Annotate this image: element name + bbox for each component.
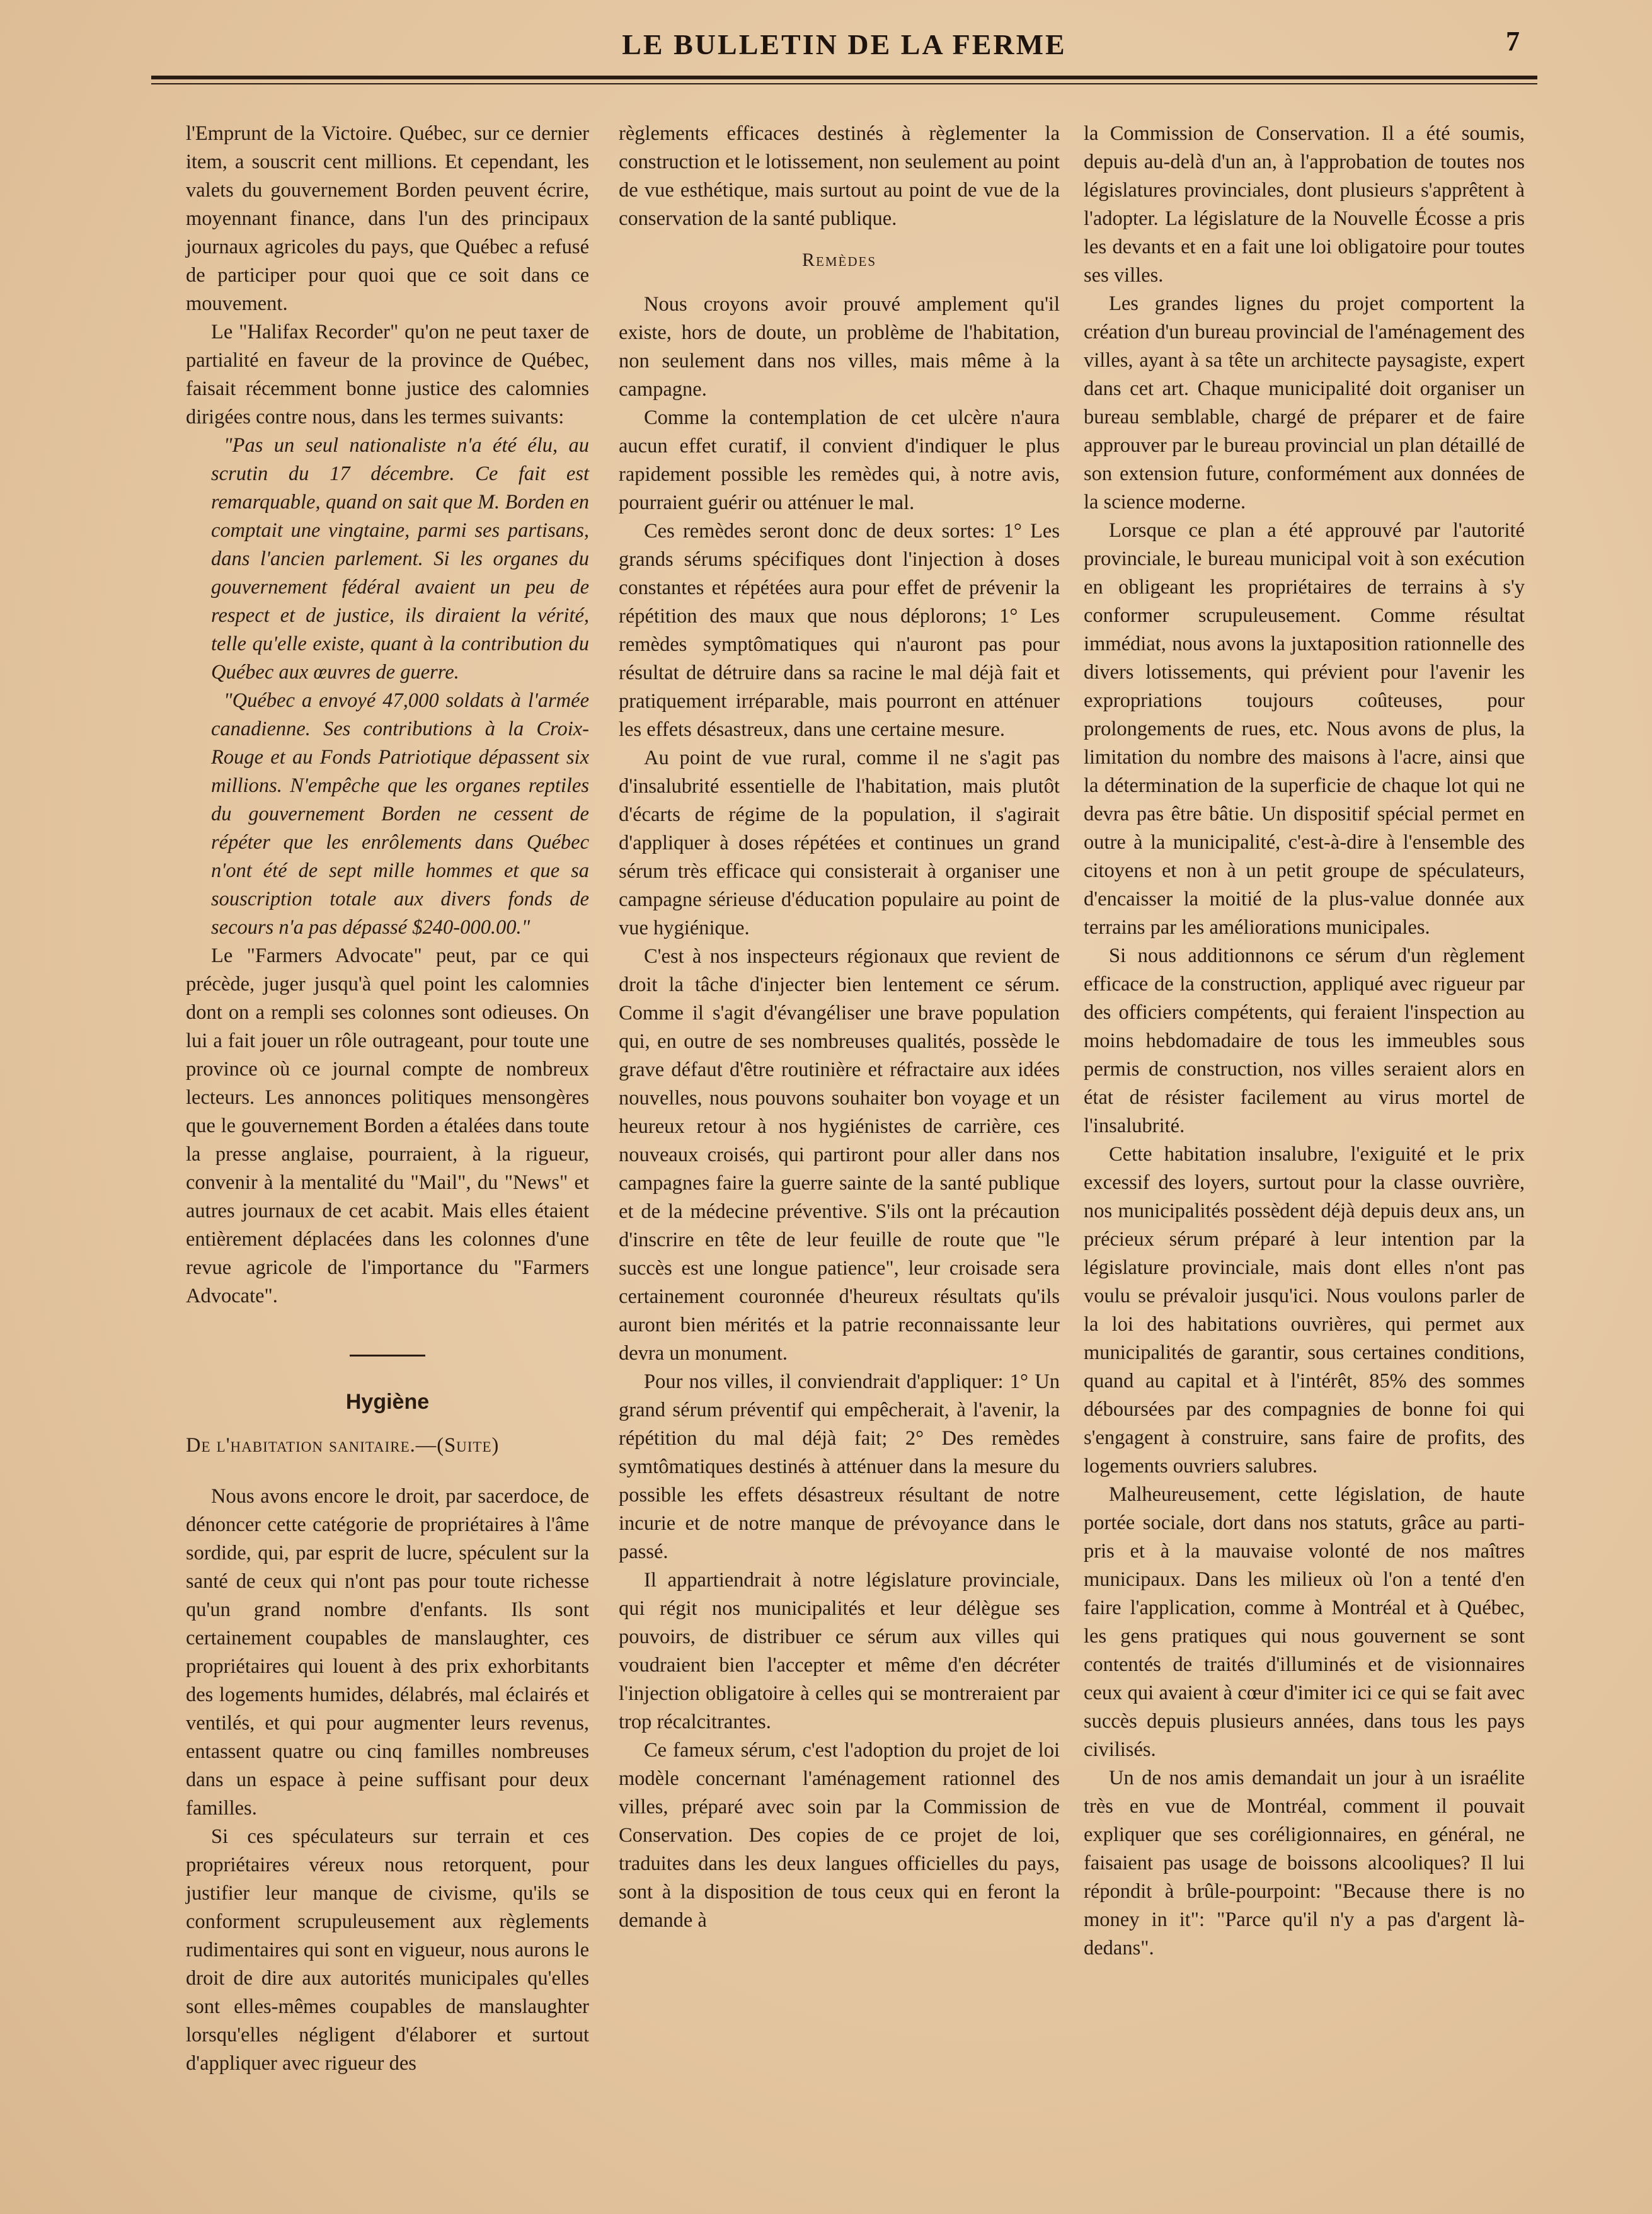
section-heading: Hygiène	[345, 1390, 430, 1414]
paragraph: Si nous additionnons ce sérum d'un règlement efficace de la construction, appliqué avec rigueur par des officiers compétents, qui feraient l'inspection au moins hebdomadaire de tous les immeubles sous permis de construction, nos villes seraient alors en état de résister facilement au virus mortel de l'insalubrité.	[1084, 944, 1525, 1137]
paragraph: Ces remèdes seront donc de deux sortes: 1° Les grands sérums spécifiques dont l'injection à doses constantes et répétées aura pour effet de prévenir la répétition des maux que nous déplorons; 1° Les remèdes symptômatiques qui n'auront pas pour résultat de détruire dans sa racine le mal déjà fait et pratiquement irréparable, mais pourront en atténuer les effets désastreux, dans une certaine mesure.	[619, 520, 1060, 741]
paragraph: Pour nos villes, il conviendrait d'appliquer: 1° Un grand sérum préventif qui empêcherait, à l'avenir, la répétition du mal déjà fait; 2° Des remèdes symtômatiques destinés à atténuer dans la mesure du possible les effets désastreux résultant de notre incurie et de notre manque de prévoyance dans le passé.	[619, 1370, 1060, 1563]
page-number: 7	[1506, 26, 1520, 57]
paragraph: règlements efficaces destinés à règlementer la construction et le lotissement, non seulement au point de vue esthétique, mais surtout au point de vue de la conservation de la santé publique.	[619, 122, 1060, 230]
paragraph: l'Emprunt de la Victoire. Québec, sur ce dernier item, a souscrit cent millions. Et cependant, les valets du gouvernement Borden peuvent écrire, moyennant finance, dans l'un des principaux journaux agricoles du pays, que Québec a refusé de participer pour quoi que ce soit dans ce mouvement.	[186, 122, 589, 315]
column-2	[619, 120, 1060, 1935]
paragraph: Un de nos amis demandait un jour à un israélite très en vue de Montréal, comment il pouvait expliquer que ses coréligionnaires, en général, ne faisaient pas usage de boissons alcooliques? Il lui répondit à brûle-pourpoint: "Because there is no money in it": "Parce qu'il n'y a pas d'argent là-dedans".	[1084, 1767, 1525, 1959]
paragraph: C'est à nos inspecteurs régionaux que revient de droit la tâche d'injecter bien lentement ce sérum. Comme il s'agit d'évangéliser une brave population qui, en outre de ses nombreuses qualités, possède le grave défaut d'être routinière et réfractaire aux idées nouvelles, nous pouvons souhaiter bon voyage et un heureux retour à nos hygiénistes de carrière, ces nouveaux croisés, qui partiront pour aller dans nos campagnes faire la guerre sainte de la santé publique et de la médecine préventive. S'ils ont la précaution d'inscrire en tête de leur feuille de route que "le succès est une longue patience", leur croisade sera certainement couronnée d'heureux résultats qu'ils auront bien mérités et la patrie reconnaissante leur devra un monument.	[619, 945, 1060, 1365]
blockquote	[186, 432, 589, 942]
paragraph: Au point de vue rural, comme il ne s'agit pas d'insalubrité essentielle de l'habitation, mais plutôt d'écarts de régime de la population, il s'agirait d'appliquer à doses répétées et continues un grand sérum très efficace qui consisterait à organiser une campagne sérieuse d'éducation populaire au point de vue hygiénique.	[619, 747, 1060, 939]
paragraph: Cette habitation insalubre, l'exiguité et le prix excessif des loyers, surtout pour la classe ouvrière, nos municipalités possèdent déjà depuis deux ans, un précieux sérum préparé à leur intention par la législature provinciale, mais dont elles n'ont pas voulu se prévaloir jusqu'ici. Nous voulons parler de la loi des habitations ouvrières, qui permet aux municipalités de garantir, sous certaines conditions, quand au capital et à l'intérêt, 85% des sommes déboursées par des compagnies de bonne foi qui s'engagent à construire, sans faire de profits, des logements ouvriers salubres.	[1084, 1143, 1525, 1477]
paragraph: Les grandes lignes du projet comportent la création d'un bureau provincial de l'aménagement des villes, ayant à sa tête un architecte paysagiste, expert dans cet art. Chaque municipalité doit organiser un bureau semblable, chargé de préparer et de faire approuver par le bureau provincial un plan détaillé de son extension future, conformément aux données de la science moderne.	[1084, 292, 1525, 513]
paragraph: Nous avons encore le droit, par sacerdoce, de dénoncer cette catégorie de propriétaires à l'âme sordide, qui, par esprit de lucre, spéculent sur la santé de ceux qui n'ont pas pour toute richesse qu'un grand nombre d'enfants. Ils sont certainement coupables de manslaughter, ces propriétaires qui louent à des prix exhorbitants des logements humides, délabrés, mal éclairés et ventilés, et qui pour augmenter leurs revenus, entassent quatre ou cinq familles nombreuses dans un espace à peine suffisant pour deux familles.	[186, 1485, 589, 1820]
subheading: Remèdes	[801, 250, 876, 270]
paragraph: la Commission de Conservation. Il a été soumis, depuis au-delà d'un an, à l'approbation de toutes nos législatures provinciales, dont plusieurs s'apprêtent à l'adopter. La législature de la Nouvelle Écosse a pris les devants et en a fait une loi obligatoire pour toutes ses villes.	[1084, 122, 1525, 287]
paragraph: Le "Halifax Recorder" qu'on ne peut taxer de partialité en faveur de la province de Québec, faisait récemment bonne justice des calomnies dirigées contre nous, dans les termes suivants:	[186, 321, 589, 428]
header-rule-thin	[151, 83, 1537, 84]
newspaper-title: LE BULLETIN DE LA FERME	[622, 28, 1067, 60]
paragraph: Comme la contemplation de cet ulcère n'aura aucun effet curatif, il convient d'indiquer le plus rapidement possible les remèdes qui, à notre avis, pourraient guérir ou atténuer le mal.	[619, 406, 1060, 514]
paragraph: Si ces spéculateurs sur terrain et ces propriétaires véreux nous retorquent, pour justifier leur manque de civisme, qu'ils se conforment scrupuleusement aux règlements rudimentaires qui sont en vigueur, nous aurons le droit de dire aux autorités municipales qu'elles sont elles-mêmes coupables de manslaughter lorsqu'elles négligent d'élaborer et surtout d'appliquer avec rigueur des	[186, 1825, 589, 2075]
quote-paragraph: "Pas un seul nationaliste n'a été élu, au scrutin du 17 décembre. Ce fait est remarquable, quand on sait que M. Borden en comptait une vingtaine, parmi ses partisans, dans l'ancien parlement. Si les organes du gouvernement fédéral avaient un peu de respect et de justice, ils diraient la vérité, telle qu'elle existe, quant à la contribution du Québec aux œuvres de guerre.	[211, 434, 589, 684]
paragraph: Il appartiendrait à notre législature provinciale, qui régit nos municipalités et leur délègue ses pouvoirs, de distribuer ce sérum aux villes qui voudraient bien l'accepter et même d'en décréter l'injection obligatoire à celles qui se montreraient par trop récalcitrantes.	[619, 1569, 1060, 1733]
quote-paragraph: "Québec a envoyé 47,000 soldats à l'armée canadienne. Ses contributions à la Croix-Rouge et au Fonds Patriotique dépassent six millions. N'empêche que les organes reptiles du gouvernement Borden ne cessent de répéter que les enrôlements dans Québec n'ont été de sept mille hommes et que sa souscription totale aux divers fonds de secours n'a pas dépassé $240-000.00."	[211, 689, 589, 939]
article-title: De l'habitation sanitaire.—(Suite)	[186, 1434, 500, 1457]
paragraph: Nous croyons avoir prouvé amplement qu'il existe, hors de doute, un problème de l'habitation, non seulement dans nos villes, mais même à la campagne.	[619, 293, 1060, 401]
column-1	[186, 120, 589, 2078]
paragraph: Malheureusement, cette législation, de haute portée sociale, dort dans nos statuts, grâce au parti-pris et à la mauvaise volonté de nos maîtres municipaux. Dans les milieux où l'on a tenté d'en faire l'application, comme à Montréal et à Québec, les gens pratiques qui nous gouvernent se sont contentés de traités d'illuminés et de visionnaires ceux qui avaient à cœur d'imiter ici ce qui se fait avec succès depuis plusieurs années, dans tous les pays civilisés.	[1084, 1483, 1525, 1761]
paragraph: Le "Farmers Advocate" peut, par ce qui précède, juger jusqu'à quel point les calomnies dont on a rempli ses colonnes sont odieuses. On lui a fait jouer un rôle outrageant, pour toute une province où ce journal compte de nombreux lecteurs. Les annonces politiques mensongères que le gouvernement Borden a étalées dans toute la presse anglaise, pourraient, à la rigueur, convenir à la mentalité du "Mail", du "News" et autres journaux de cet acabit. Mais elles étaient entièrement déplacées dans les colonnes d'une revue agricole de l'importance du "Farmers Advocate".	[186, 944, 589, 1307]
header-rule-thick	[151, 76, 1537, 79]
column-3	[1084, 120, 1525, 1963]
paragraph: Lorsque ce plan a été approuvé par l'autorité provinciale, le bureau municipal voit à son exécution en obligeant les propriétaires de terrains à s'y conformer scrupuleusement. Comme résultat immédiat, nous avons la juxtaposition rationnelle des divers lotissements, qui prévient pour l'avenir les expropriations toujours coûteuses, pour prolongements de rues, etc. Nous avons de plus, la limitation du nombre des maisons à l'acre, ainsi que la détermination de la superficie de chaque lot qui ne devra pas être bâtie. Un dispositif spécial permet en outre à la municipalité, c'est-à-dire à l'ensemble des citoyens et non à un petit groupe de spéculateurs, d'encaisser la moitié de la plus-value donnée aux terrains par les améliorations municipales.	[1084, 519, 1525, 939]
section-divider	[350, 1355, 425, 1357]
paragraph: Ce fameux sérum, c'est l'adoption du projet de loi modèle concernant l'aménagement rationnel des villes, préparé avec soin par la Commission de Conservation. Des copies de ce projet de loi, traduites dans les deux langues officielles du pays, sont à la disposition de tous ceux qui en feront la demande à	[619, 1739, 1060, 1932]
